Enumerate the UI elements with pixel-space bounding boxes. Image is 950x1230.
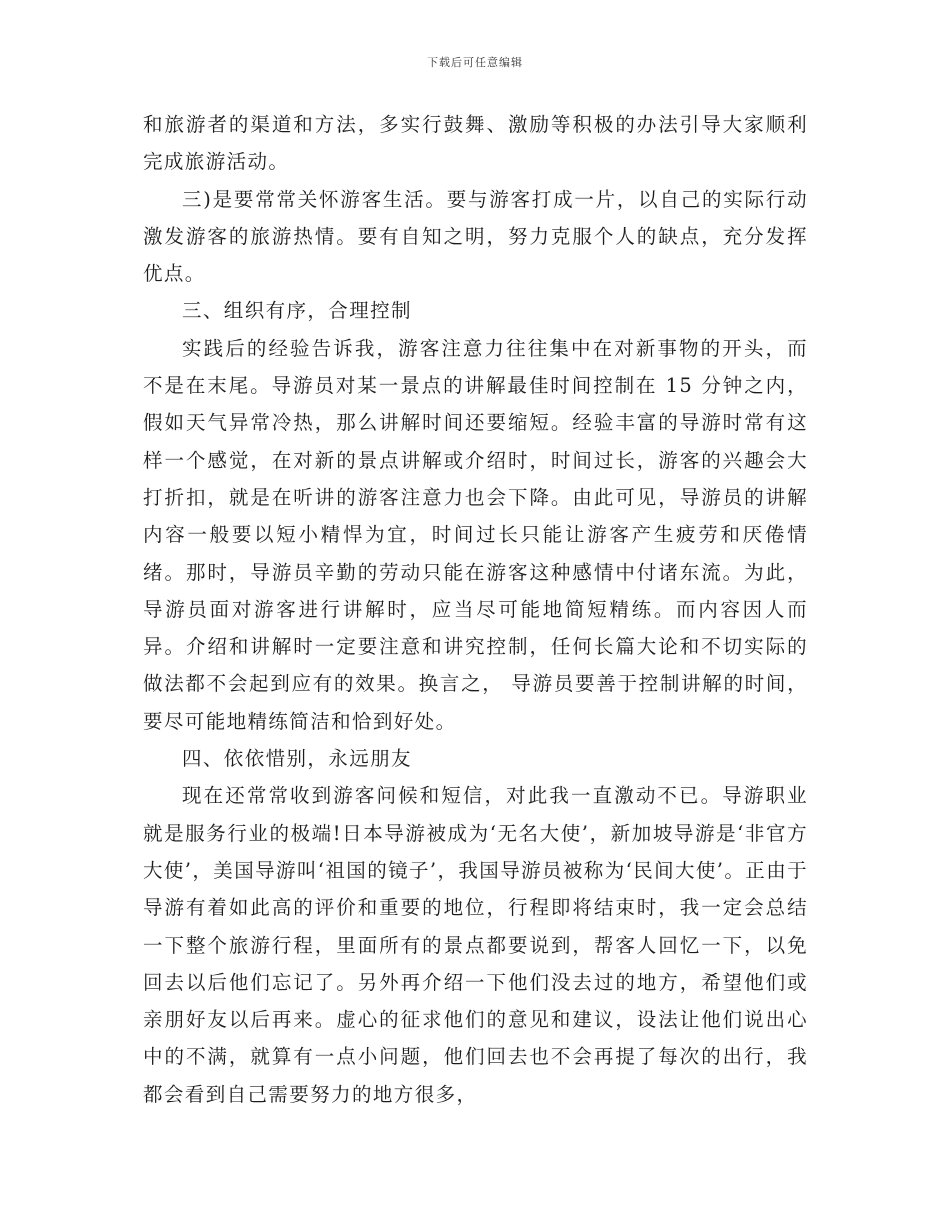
document-body xyxy=(143,106,808,1113)
section-heading-organize: 三、组织有序，合理控制 xyxy=(182,299,412,323)
page-header: 下载后可任意编辑 xyxy=(427,56,523,69)
paragraph-farewell: 现在还常常收到游客问候和短信，对此我一直激动不已。导游职业就是服务行业的极端!日本导游被成为‘无名大使’，新加坡导游是‘非官方大使’，美国导游叫‘祖国的镜子’，我国导游员被称为‘民间大使’。正由于导游有着如此高的评价和重要的地位，行程即将结束时，我一定会总结一下整个旅游行程，里面所有的景点都要说到，帮客人回忆一下，以免回去以后他们忘记了。另外再介绍一下他们没去过的地方，希望他们或亲朋好友以后再来。虚心的征求他们的意见和建议，设法让他们说出心中的不满，就算有一点小问题，他们回去也不会再提了每次的出行，我都会看到自己需要努力的地方很多， xyxy=(143,784,808,1106)
section-heading-farewell: 四、依依惜别，永远朋友 xyxy=(182,747,412,771)
paragraph-time-control: 实践后的经验告诉我，游客注意力往往集中在对新事物的开头，而不是在末尾。导游员对某一景点的讲解最佳时间控制在 15 分钟之内，假如天气异常冷热，那么讲解时间还要缩短。经验丰富的导游时常有这样一个感觉，在对新的景点讲解或介绍时，时间过长，游客的兴趣会大打折扣，就是在听讲的游客注意力也会下降。由此可见，导游员的讲解内容一般要以短小精悍为宜，时间过长只能让游客产生疲劳和厌倦情绪。那时，导游员辛勤的劳动只能在游客这种感情中付诸东流。为此，导游员面对游客进行讲解时，应当尽可能地简短精练。而内容因人而异。介绍和讲解时一定要注意和讲究控制，任何长篇大论和不切实际的做法都不会起到应有的效果。换言之， 导游员要善于控制讲解的时间， 要尽可能地精练简洁和恰到好处。 xyxy=(143,336,808,733)
paragraph-care-for-tourists: 三)是要常常关怀游客生活。要与游客打成一片，以自己的实际行动激发游客的旅游热情。要有自知之明，努力克服个人的缺点，充分发挥优点。 xyxy=(143,187,808,286)
paragraph-continuation: 和旅游者的渠道和方法，多实行鼓舞、激励等积极的办法引导大家顺利完成旅游活动。 xyxy=(143,113,808,174)
